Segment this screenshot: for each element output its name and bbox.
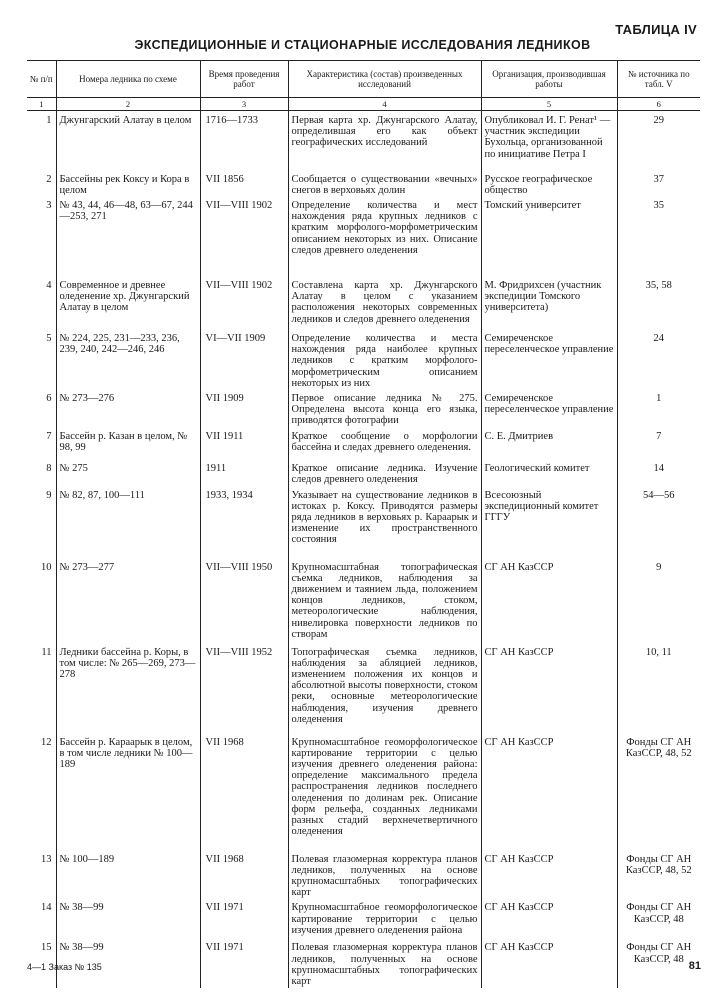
research-description: Краткое описание ледника. Изучение следов древнего оледенения bbox=[288, 459, 481, 486]
source-reference: 29 bbox=[617, 111, 700, 170]
glacier-numbers: № 43, 44, 46—48, 63—67, 244—253, 271 bbox=[56, 196, 200, 276]
row-index: 11 bbox=[41, 646, 52, 658]
research-description: Первое описание ледника № 275. Определена высота конца его языка, приводятся фотографии bbox=[288, 389, 481, 427]
research-description: Полевая глазомерная корректура планов ледников, полученных на основе крупномасштабных топографических карт bbox=[288, 850, 481, 899]
glacier-numbers: № 273—277 bbox=[56, 558, 200, 643]
column-number: 2 bbox=[56, 98, 200, 111]
source-reference: Фонды СГ АН КазССР, 48 bbox=[617, 898, 700, 938]
glacier-numbers: Современное и древнее оледенение хр. Джунгарский Алатау в целом bbox=[56, 276, 200, 329]
research-description: Краткое сообщение о морфологии бассейна и следах древнего оледенения. bbox=[288, 427, 481, 459]
work-period: VII 1911 bbox=[200, 427, 288, 459]
glacier-numbers: № 273—276 bbox=[56, 389, 200, 427]
table-row bbox=[27, 898, 700, 938]
page-number: 81 bbox=[688, 960, 701, 972]
column-number: 6 bbox=[617, 98, 700, 111]
source-reference: 24 bbox=[617, 329, 700, 389]
row-index: 10 bbox=[41, 561, 52, 573]
research-description: Определение количества и мест нахождения ряда крупных ледников с кратким морфолого-морфометрическим описанием некоторых из них. Описание следов древнего оледенения bbox=[288, 196, 481, 276]
column-number-row bbox=[27, 98, 700, 111]
work-period: VII 1856 bbox=[200, 170, 288, 196]
organization: СГ АН КазССР bbox=[481, 643, 617, 733]
glacier-numbers: Бассейны рек Коксу и Кора в целом bbox=[56, 170, 200, 196]
column-number: 3 bbox=[200, 98, 288, 111]
glacier-numbers: Бассейн р. Казан в целом, № 98, 99 bbox=[56, 427, 200, 459]
glacier-numbers: № 100—189 bbox=[56, 850, 200, 899]
organization: СГ АН КазССР bbox=[481, 558, 617, 643]
row-index: 9 bbox=[46, 489, 52, 501]
work-period: VII—VIII 1902 bbox=[200, 276, 288, 329]
column-number: 4 bbox=[288, 98, 481, 111]
source-reference: 54—56 bbox=[617, 486, 700, 558]
table-row bbox=[27, 170, 700, 196]
source-reference: 9 bbox=[617, 558, 700, 643]
research-description: Топографическая съемка ледников, наблюдения за абляцией ледников, изменением положения их концов и абсолютной высоты поверхности, стоком реки, основные метеорологические наблюдения, изучения древнего оледенения bbox=[288, 643, 481, 733]
page-title: ЭКСПЕДИЦИОННЫЕ И СТАЦИОНАРНЫЕ ИССЛЕДОВАНИЯ ЛЕДНИКОВ bbox=[134, 38, 591, 52]
row-index: 14 bbox=[41, 902, 52, 914]
organization: Семиреченское переселенческое управление bbox=[481, 329, 617, 389]
table-row bbox=[27, 643, 700, 733]
row-index: 2 bbox=[46, 173, 52, 185]
row-index: 8 bbox=[46, 462, 52, 474]
organization: Томский университет bbox=[481, 196, 617, 276]
research-description: Полевая глазомерная корректура планов ледников, полученных на основе крупномасштабных топографических карт bbox=[288, 938, 481, 988]
research-description: Определение количества и места нахождения ряда наиболее крупных ледников с кратким морфолого-морфометрическим описанием некоторых из них bbox=[288, 329, 481, 389]
work-period: VII—VIII 1952 bbox=[200, 643, 288, 733]
glacier-numbers: Бассейн р. Караарык в целом, в том числе ледники № 100—189 bbox=[56, 733, 200, 850]
source-reference: 35 bbox=[617, 196, 700, 276]
row-index: 4 bbox=[46, 279, 52, 291]
organization: Геологический комитет bbox=[481, 459, 617, 486]
table-row bbox=[27, 486, 700, 558]
table-header-row bbox=[27, 61, 700, 98]
table-row bbox=[27, 111, 700, 170]
row-index: 1 bbox=[46, 115, 52, 126]
source-reference: Фонды СГ АН КазССР, 48, 52 bbox=[617, 850, 700, 899]
header-organization: Организация, производившая работы bbox=[481, 61, 617, 98]
research-description: Первая карта хр. Джунгарского Алатау, определившая его как объект географических исследований bbox=[288, 111, 481, 170]
research-description: Указывает на существование ледников в истоках р. Коксу. Приводятся размеры ряда ледников в верховьях р. Караарык и изменение их пространственного состояния bbox=[288, 486, 481, 558]
row-index: 12 bbox=[41, 736, 52, 748]
table-number-label: ТАБЛИЦА IV bbox=[615, 22, 697, 37]
work-period: 1716—1733 bbox=[200, 111, 288, 170]
work-period: 1933, 1934 bbox=[200, 486, 288, 558]
table-body bbox=[27, 111, 700, 989]
organization: М. Фридрихсен (участник экспедиции Томского университета) bbox=[481, 276, 617, 329]
table-row bbox=[27, 938, 700, 988]
header-description: Характеристика (состав) произведенных исследований bbox=[288, 61, 481, 98]
table-row bbox=[27, 427, 700, 459]
organization: СГ АН КазССР bbox=[481, 898, 617, 938]
table-row bbox=[27, 459, 700, 486]
work-period: VI—VII 1909 bbox=[200, 329, 288, 389]
row-index: 3 bbox=[46, 199, 52, 211]
glacier-numbers: № 224, 225, 231—233, 236, 239, 240, 242—246, 246 bbox=[56, 329, 200, 389]
organization: СГ АН КазССР bbox=[481, 850, 617, 899]
row-index: 5 bbox=[46, 332, 52, 344]
table-row bbox=[27, 196, 700, 276]
row-index: 6 bbox=[46, 392, 52, 404]
organization: С. Е. Дмитриев bbox=[481, 427, 617, 459]
work-period: VII 1909 bbox=[200, 389, 288, 427]
source-reference: 1 bbox=[617, 389, 700, 427]
column-number: 5 bbox=[481, 98, 617, 111]
research-description: Крупномасштабное геоморфологическое картирование территории с целью изучения древнего оледенения района bbox=[288, 898, 481, 938]
row-index: 15 bbox=[41, 942, 52, 954]
work-period: VII 1968 bbox=[200, 733, 288, 850]
work-period: VII—VIII 1950 bbox=[200, 558, 288, 643]
work-period: 1911 bbox=[200, 459, 288, 486]
source-reference: 35, 58 bbox=[617, 276, 700, 329]
table-row bbox=[27, 733, 700, 850]
organization: Русское географическое общество bbox=[481, 170, 617, 196]
row-index: 13 bbox=[41, 853, 52, 865]
glacier-numbers: № 38—99 bbox=[56, 938, 200, 988]
organization: Семиреченское переселенческое управление bbox=[481, 389, 617, 427]
source-reference: 10, 11 bbox=[617, 643, 700, 733]
work-period: VII 1971 bbox=[200, 938, 288, 988]
header-index: № п/п bbox=[27, 61, 56, 98]
source-reference: Фонды СГ АН КазССР, 48, 52 bbox=[617, 733, 700, 850]
header-source: № источника по табл. V bbox=[617, 61, 700, 98]
print-order-note: 4—1 Заказ № 135 bbox=[27, 962, 102, 972]
table-row bbox=[27, 276, 700, 329]
table-row bbox=[27, 329, 700, 389]
table-row bbox=[27, 850, 700, 899]
header-glacier-numbers: Номера ледника по схеме bbox=[56, 61, 200, 98]
row-index: 7 bbox=[46, 430, 52, 442]
work-period: VII 1968 bbox=[200, 850, 288, 899]
glacier-numbers: Ледники бассейна р. Коры, в том числе: № 265—269, 273—278 bbox=[56, 643, 200, 733]
glacier-numbers: № 38—99 bbox=[56, 898, 200, 938]
source-reference: 14 bbox=[617, 459, 700, 486]
source-reference: 7 bbox=[617, 427, 700, 459]
table-row bbox=[27, 389, 700, 427]
glacier-numbers: № 82, 87, 100—111 bbox=[56, 486, 200, 558]
organization: Опубликовал И. Г. Ренат¹ — участник экспедиции Бухольца, организованной по инициативе Петра I bbox=[481, 111, 617, 170]
work-period: VII—VIII 1902 bbox=[200, 196, 288, 276]
research-description: Составлена карта хр. Джунгарского Алатау в целом с указанием расположения некоторых современных ледников и следов древнего оледенения bbox=[288, 276, 481, 329]
table-row bbox=[27, 558, 700, 643]
research-description: Крупномасштабная топографическая съемка ледников, наблюдения за движением и таянием льда, положением концов ледников, стоком, метеорологические наблюдения, нивелировка поверхности ледников по створам bbox=[288, 558, 481, 643]
column-number: 1 bbox=[27, 98, 56, 111]
organization: Всесоюзный экспедиционный комитет ГГГУ bbox=[481, 486, 617, 558]
research-table bbox=[27, 60, 700, 988]
glacier-numbers: № 275 bbox=[56, 459, 200, 486]
research-description: Крупномасштабное геоморфологическое картирование территории с целью изучения древнего оледенения района: определение максимального предела распространения ледников последнего оледенения по долинам рек. Описание форм рельефа, созданных ледниками разных стадий верхнечетвертичного оледенения bbox=[288, 733, 481, 850]
header-time: Время проведения работ bbox=[200, 61, 288, 98]
research-description: Сообщается о существовании «вечных» снегов в верховьях долин bbox=[288, 170, 481, 196]
source-reference: 37 bbox=[617, 170, 700, 196]
source-reference: Фонды СГ АН КазССР, 48 bbox=[617, 938, 700, 988]
glacier-numbers: Джунгарский Алатау в целом bbox=[56, 111, 200, 170]
organization: СГ АН КазССР bbox=[481, 938, 617, 988]
work-period: VII 1971 bbox=[200, 898, 288, 938]
organization: СГ АН КазССР bbox=[481, 733, 617, 850]
